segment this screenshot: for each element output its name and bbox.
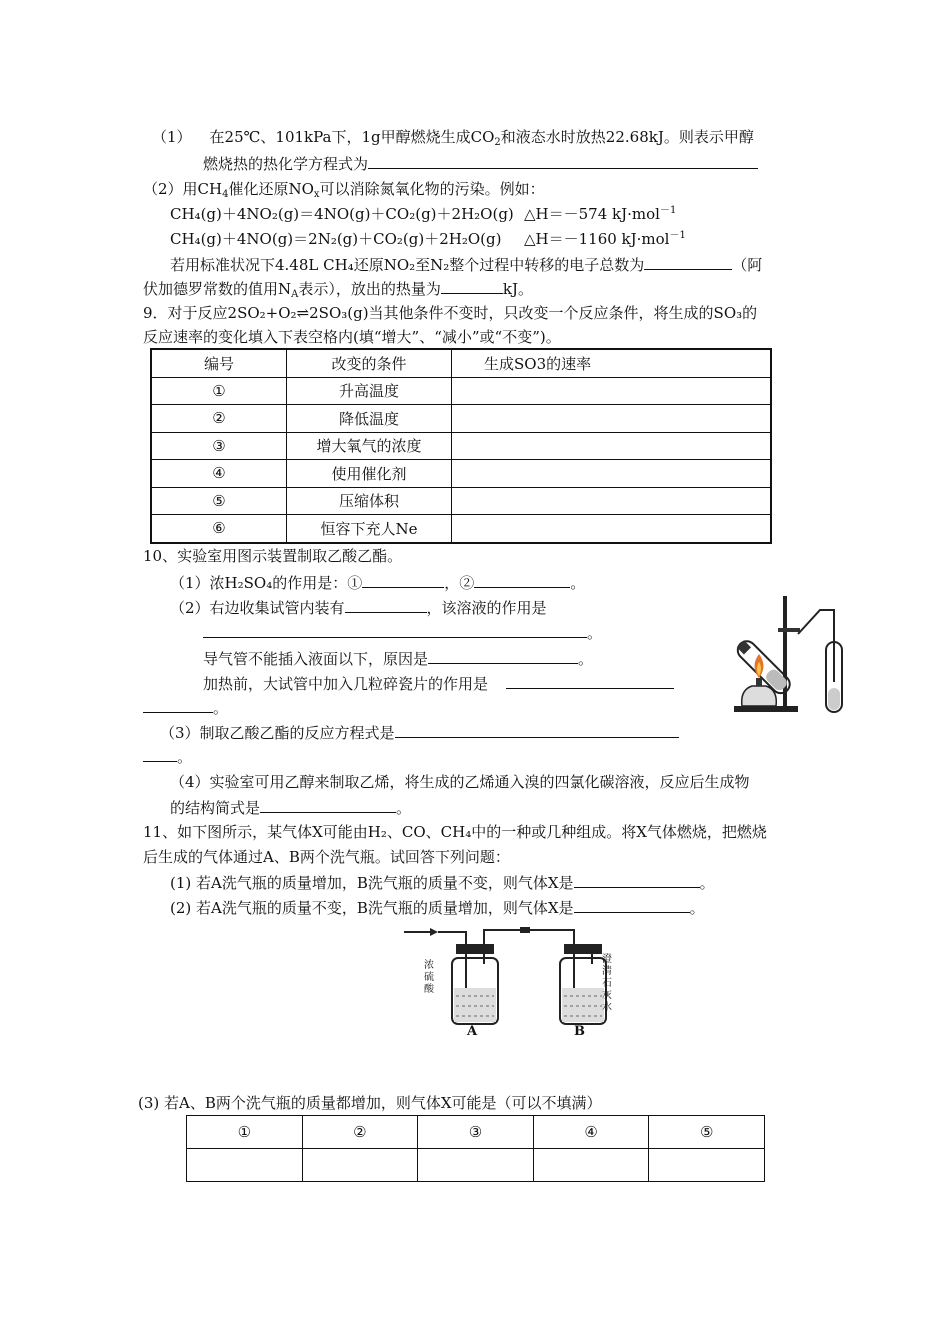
q10-line2b: 。 [203,622,602,643]
table-cell: ⑤ [151,487,287,515]
answer-blank[interactable] [506,673,674,689]
answer-cell[interactable] [187,1149,303,1182]
answer-blank[interactable] [474,572,570,588]
answer-cell[interactable] [452,515,772,543]
q8-equation-2: CH₄(g)＋4NO(g)＝2N₂(g)＋CO₂(g)＋2H₂O(g) [170,230,502,248]
table-header: ④ [533,1116,649,1149]
table-row [151,515,771,543]
q8-enthalpy-1: △H＝－574 kJ·mol$^{-1}$ [524,205,677,223]
q10-line5b: 。 [143,746,192,767]
q8-enthalpy-2: △H＝－1160 kJ·mol$^{-1}$ [524,230,686,248]
answer-blank[interactable] [260,797,396,813]
q10-line7: 的结构简式是 。 [170,799,412,817]
answer-cell[interactable] [452,432,772,460]
q8-equation-1: CH₄(g)＋4NO₂(g)＝4NO(g)＋CO₂(g)＋2H₂O(g) [170,205,514,223]
table-header: ① [187,1116,303,1149]
answer-blank[interactable] [143,746,177,762]
q8-question-line2: 伏加德罗常数的值用$N_A$表示），放出的热量为 kJ。 [143,280,533,300]
answer-blank[interactable] [428,648,578,664]
table-cell: 压缩体积 [287,487,452,515]
q9-table [150,348,772,544]
answer-blank[interactable] [574,872,700,888]
bottle-a-label: A [467,1024,478,1039]
answer-blank[interactable] [143,697,213,713]
q10-line3: 导气管不能插入液面以下，原因是 。 [203,650,594,668]
table-header: ③ [418,1116,534,1149]
answer-blank[interactable] [574,897,690,913]
table-row [151,377,771,405]
answer-blank[interactable] [441,278,503,294]
table-cell: ① [151,377,287,405]
answer-blank[interactable] [203,622,587,638]
table-cell: ② [151,405,287,433]
ester-apparatus-figure [728,592,862,718]
table-row [151,487,771,515]
table-cell: 使用催化剂 [287,460,452,488]
q11-part1: (1) 若A洗气瓶的质量增加，B洗气瓶的质量不变，则气体X是 。 [170,874,715,892]
q11-answer-table [186,1115,765,1182]
bottle-b-label: B [574,1024,585,1039]
table-cell: 增大氧气的浓度 [287,432,452,460]
q10-title: 10、实验室用图示装置制取乙酸乙酯。 [143,547,403,565]
q10-line1: （1）浓H₂SO₄的作用是：① ，② 。 [170,574,586,592]
q10-line2: （2）右边收集试管内装有 ，该溶液的作用是 [170,599,547,617]
table-cell: ③ [151,432,287,460]
table-header: ② [302,1116,418,1149]
table-cell: 降低温度 [287,405,452,433]
answer-cell[interactable] [649,1149,765,1182]
answer-cell[interactable] [452,487,772,515]
table-header: 改变的条件 [287,349,452,377]
q9-stem-line2: 反应速率的变化填入下表空格内(填“增大”、“减小”或“不变”)。 [143,328,561,346]
q10-line4b: 。 [143,697,228,718]
q8-part1-line2: 燃烧热的热化学方程式为 [203,153,758,174]
answer-blank[interactable] [345,597,427,613]
answer-cell[interactable] [452,460,772,488]
table-row [151,432,771,460]
q11-part2: (2) 若A洗气瓶的质量不变，B洗气瓶的质量增加，则气体X是 。 [170,899,705,917]
reagent-b-label: 澄清石灰水 [602,954,612,1013]
table-header-row [151,349,771,377]
q11-stem-line1: 11、如下图所示，某气体X可能由H₂、CO、CH₄中的一种或几种组成。将X气体燃烧，把燃烧 [143,823,767,841]
q10-line6: （4）实验室可用乙醇来制取乙烯，将生成的乙烯通入溴的四氯化碳溶液，反应后生成物 [170,773,750,791]
q10-line5: （3）制取乙酸乙酯的反应方程式是 [160,722,679,743]
table-cell: ⑥ [151,515,287,543]
answer-blank[interactable] [644,254,732,270]
answer-cell[interactable] [452,405,772,433]
answer-cell[interactable] [452,377,772,405]
table-header-row [187,1116,765,1149]
table-header: ⑤ [649,1116,765,1149]
q8-part2-line1: （2）用$CH_4$催化还原$NO_x$可以消除氮氧化物的污染。例如： [143,180,545,200]
answer-blank[interactable] [368,153,758,169]
answer-blank[interactable] [362,572,444,588]
answer-blank[interactable] [395,722,679,738]
table-row [187,1149,765,1182]
answer-cell[interactable] [302,1149,418,1182]
table-cell: ④ [151,460,287,488]
table-row [151,405,771,433]
answer-cell[interactable] [533,1149,649,1182]
table-header: 编号 [151,349,287,377]
q11-stem-line2: 后生成的气体通过A、B两个洗气瓶。试回答下列问题： [143,848,510,866]
table-header: 生成SO3的速率 [452,349,772,377]
q11-part3: (3) 若A、B两个洗气瓶的质量都增加，则气体X可能是（可以不填满） [138,1094,602,1112]
q8-question-line1: 若用标准状况下4.48L CH₄还原NO₂至N₂整个过程中转移的电子总数为 （阿 [170,256,763,274]
table-cell: 恒容下充人Ne [287,515,452,543]
table-cell: 升高温度 [287,377,452,405]
q10-line4: 加热前，大试管中加入几粒碎瓷片的作用是 [203,673,674,694]
answer-cell[interactable] [418,1149,534,1182]
q8-part1-line1: （1） 在25℃、101kPa下，1g甲醇燃烧生成$CO_2$和液态水时放热22.68kJ。则表示甲醇 [152,128,754,148]
table-row [151,460,771,488]
q9-stem-line1: 9．对于反应2SO₂+O₂⇌2SO₃(g)当其他条件不变时，只改变一个反应条件，将生成的SO₃的 [143,304,758,322]
reagent-a-label: 浓硫酸 [424,960,434,995]
